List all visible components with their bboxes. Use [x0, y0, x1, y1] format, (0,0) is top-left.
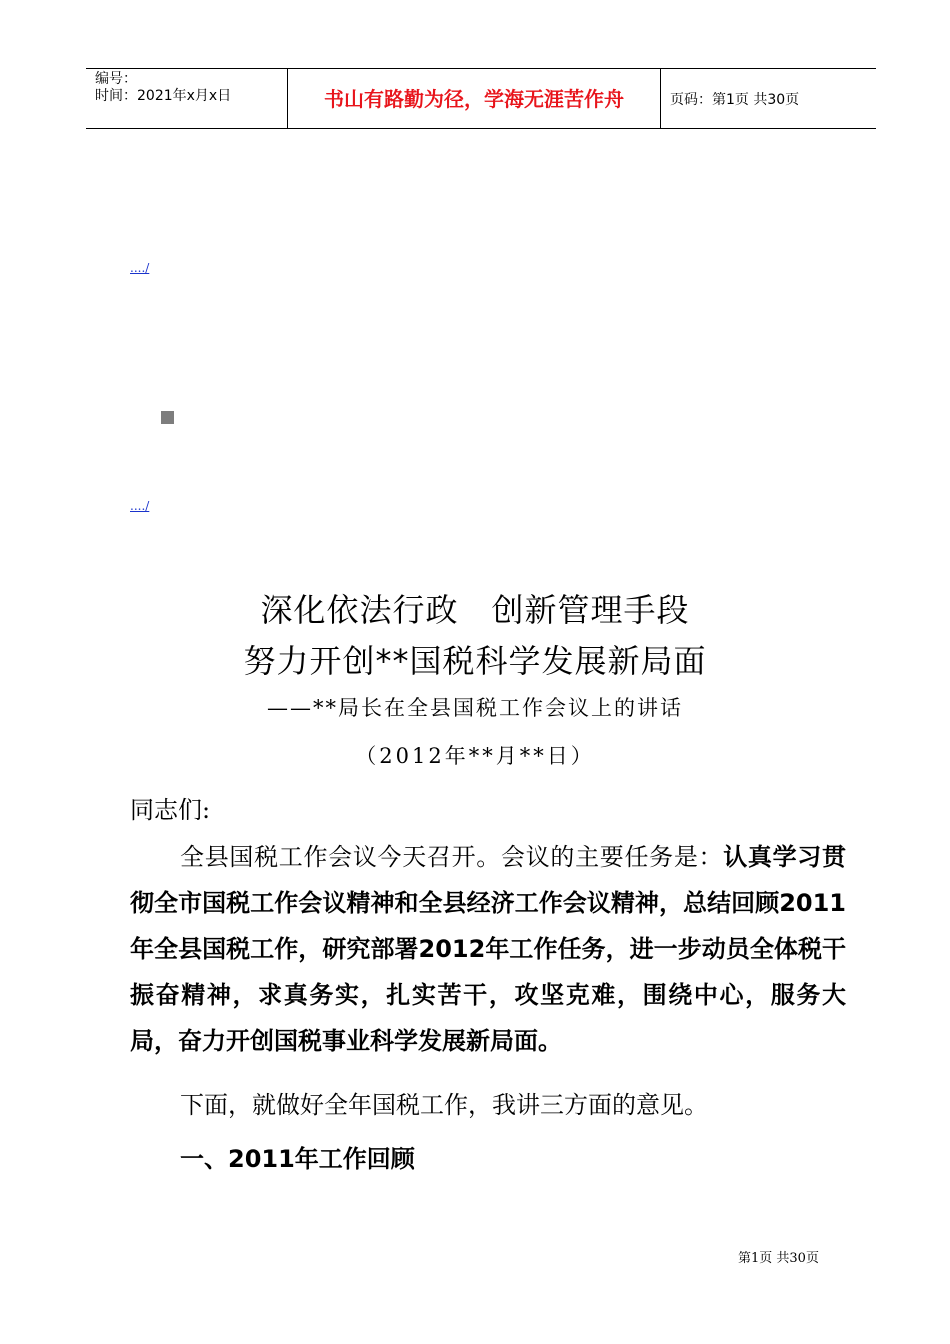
header-meta-cell	[86, 69, 288, 128]
header-page-cell	[661, 69, 876, 128]
document-date: （2012年**月**日）	[355, 744, 595, 768]
header-time-label: 时间：2021年x月x日	[95, 88, 232, 104]
document-title-line2: 努力开创**国税科学发展新局面	[243, 642, 707, 680]
document-title-line1: 深化依法行政 创新管理手段	[260, 591, 690, 629]
salutation: 同志们:	[130, 796, 211, 824]
header-motto: 书山有路勤为径，学海无涯苦作舟	[324, 87, 624, 111]
paragraph-1	[130, 834, 846, 1064]
paragraph-1-bold: 认真学习贯彻全市国税工作会议精神和全县经济工作会议精神，总结回顾2011年全县国税工作，研究部署2012年工作任务，进一步动员全体税干振奋精神，求真务实，扎实苦干，攻坚克难，围绕中心，服务大局，奋力开创国税事业科学发展新局面。	[130, 843, 847, 1055]
paragraph-2: 下面，就做好全年国税工作，我讲三方面的意见。	[180, 1091, 708, 1119]
page-header	[86, 68, 876, 129]
paragraph-1-normal: 全县国税工作会议今天召开。会议的主要任务是：	[180, 843, 724, 871]
top-link[interactable]: ..../	[130, 261, 150, 275]
page-footer: 第1页 共30页	[738, 1251, 819, 1266]
square-bullet-icon	[161, 411, 174, 424]
document-subtitle: ——**局长在全县国税工作会议上的讲话	[267, 696, 683, 720]
header-number-label: 编号：	[95, 71, 137, 87]
header-motto-cell	[288, 69, 661, 128]
header-page-label: 页码：第1页 共30页	[670, 91, 800, 108]
bottom-link[interactable]: ..../	[130, 499, 150, 513]
section-heading-1: 一、2011年工作回顾	[180, 1145, 415, 1173]
